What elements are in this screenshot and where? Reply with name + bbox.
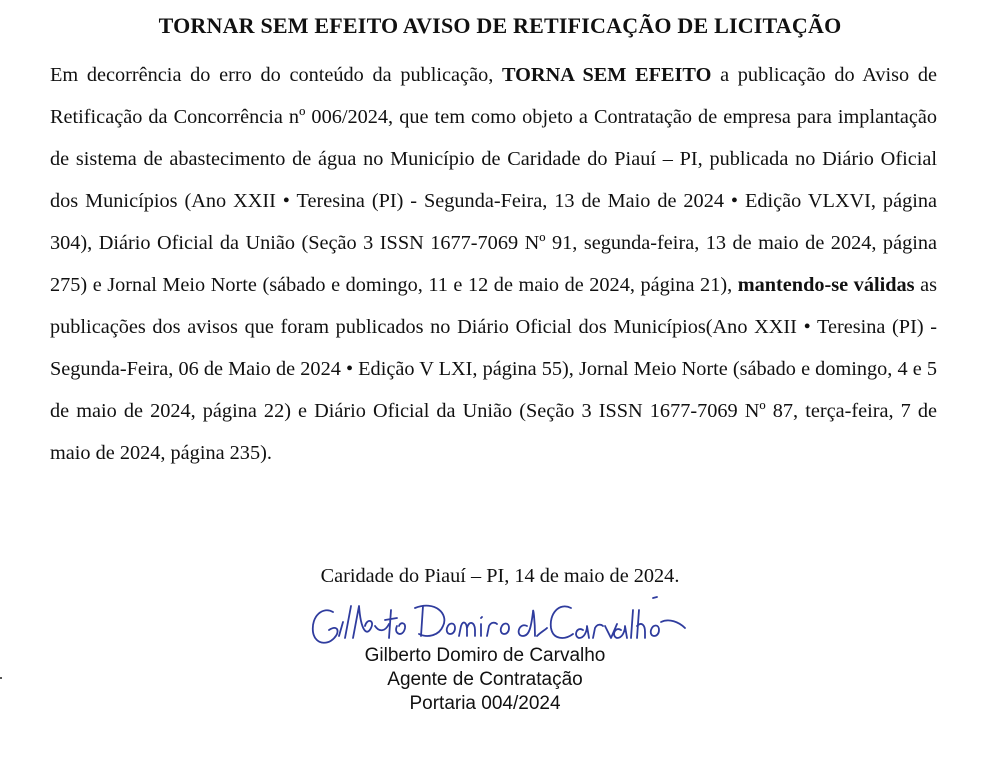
body-text-part-1: Em decorrência do erro do conteúdo da publicação,	[50, 64, 502, 86]
signatory-role: Agente de Contratação	[387, 669, 583, 690]
signatory-ordinance: Portaria 004/2024	[409, 693, 561, 712]
place-and-date: Caridade do Piauí – PI, 14 de maio de 2024.	[320, 565, 680, 587]
signature-block	[320, 644, 650, 712]
body-bold-torna-sem-efeito: TORNA SEM EFEITO	[501, 64, 712, 86]
body-text-part-3: as publicações dos avisos que foram publicados no Diário Oficial dos Municípios(Ano XXII • Teresina (PI) - Segunda-Feira, 06 de Maio de 2024 • Edição V LXI, página 55), Jornal Meio Norte (sábado e domingo, 4 e 5 de maio de 2024, página 22) e Diário Oficial da União (Seção 3 ISSN 1677-7069 Nº 87, terça-feira, 7 de maio de 2024, página 235).	[50, 274, 937, 464]
notice-body	[50, 54, 937, 474]
document-title: TORNAR SEM EFEITO AVISO DE RETIFICAÇÃO DE LICITAÇÃO	[158, 13, 842, 38]
scan-speck	[0, 677, 2, 679]
body-bold-mantendo-validas: mantendo-se válidas	[737, 274, 915, 296]
body-text-part-2: a publicação do Aviso de Retificação da Concorrência nº 006/2024, que tem como objeto a Contratação de empresa para implantação de sistema de abastecimento de água no Município de Caridade do Piauí – PI, publicada no Diário Oficial dos Municípios (Ano XXII • Teresina (PI) - Segunda-Feira, 13 de Maio de 2024 • Edição VLXVI, página 304), Diário Oficial da União (Seção 3 ISSN 1677-7069 Nº 91, segunda-feira, 13 de maio de 2024, página 275) e Jornal Meio Norte (sábado e domingo, 11 e 12 de maio de 2024, página 21),	[50, 64, 937, 296]
signatory-name: Gilberto Domiro de Carvalho	[364, 645, 606, 666]
